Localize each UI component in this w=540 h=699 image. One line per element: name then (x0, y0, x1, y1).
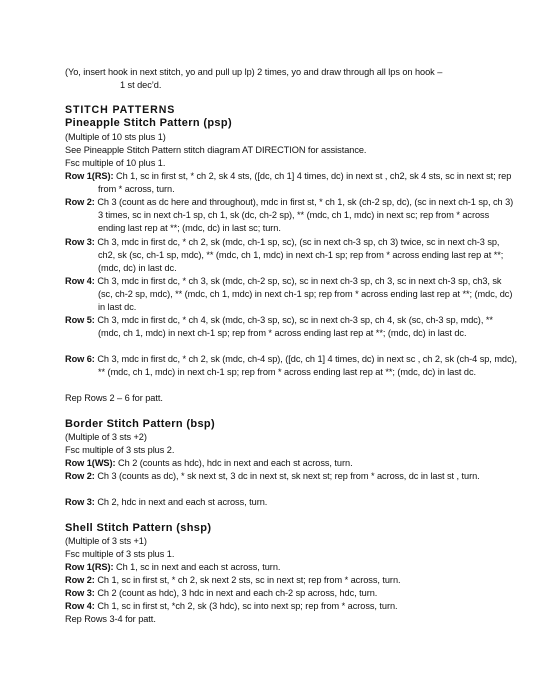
row-text: Ch 3, mdc in first dc, * ch 3, sk (mdc, ch-2 sp, sc), sc in next ch-3 sp, ch 3, sc in next ch-3 sp, ch3, sk (sc, ch-2 sp, mdc), ** (mdc, ch 1, mdc) in next ch-1 sp; rep from * across ending last rep at **; (mdc, dc) in last dc. (94, 276, 513, 313)
border-title: Border Stitch Pattern (bsp) (65, 418, 216, 430)
row-label: Row 3: (65, 497, 95, 507)
row-label: Row 3: (65, 588, 95, 598)
shell-repeat: Rep Rows 3-4 for patt. (65, 614, 156, 624)
row-label: Row 1(WS): (65, 458, 116, 468)
row-text: Ch 3, mdc in first dc, * ch 2, sk (mdc, ch-1 sp, sc), (sc in next ch-3 sp, ch 3) twice, sc in next ch-3 sp, ch2, sk (sc, ch-1 sp, mdc), ** (mdc, ch 1, mdc) in next ch-1 sp; rep from * across ending last rep at **; (mdc, dc) in last dc. (94, 237, 504, 274)
row-label: Row 4: (65, 276, 95, 286)
row-text: Ch 1, sc in first st, * ch 2, sk next 2 sts, sc in next st; rep from * across, turn. (94, 575, 401, 585)
pineapple-row-1 (65, 170, 518, 196)
row-text: Ch 3, mdc in first dc, * ch 2, sk (mdc, ch-4 sp), ([dc, ch 1] 4 times, dc) in next sc , ch 2, sk (ch-4 sp, mdc), ** (mdc, ch 1, mdc) in next ch-1 sp; rep from * across ending last rep at **; (mdc, dc) in last dc. (94, 354, 518, 378)
row-label: Row 2: (65, 471, 95, 481)
row-label: Row 1(RS): (65, 562, 114, 572)
pineapple-repeat: Rep Rows 2 – 6 for patt. (65, 393, 163, 403)
row-text: Ch 3, mdc in first dc, * ch 4, sk (mdc, ch-3 sp, sc), sc in next ch-3 sp, ch 4, sk (sc, ch-3 sp, mdc), ** (mdc, ch 1, mdc) in next ch-1 sp; rep from * across ending last rep at **; (mdc, dc) in last dc. (94, 315, 493, 339)
row-text: Ch 2 (counts as hdc), hdc in next and each st across, turn. (115, 458, 353, 468)
section-title: STITCH PATTERNS (65, 104, 176, 116)
pineapple-row-2 (65, 196, 518, 235)
border-fsc: Fsc multiple of 3 sts plus 2. (65, 445, 175, 455)
row-label: Row 5: (65, 315, 95, 325)
pineapple-multiple: (Multiple of 10 sts plus 1) (65, 132, 166, 142)
row-text: Ch 1, sc in first st, *ch 2, sk (3 hdc), sc into next sp; rep from * across, turn. (94, 601, 398, 611)
row-text: Ch 1, sc in next and each st across, turn. (113, 562, 281, 572)
pineapple-row-4 (65, 275, 518, 314)
shell-title: Shell Stitch Pattern (shsp) (65, 522, 212, 534)
row-label: Row 3: (65, 237, 95, 247)
intro-line: (Yo, insert hook in next stitch, yo and pull up lp) 2 times, yo and draw through all lps on hook – (65, 67, 443, 77)
pineapple-row-5 (65, 314, 518, 340)
shell-row-1 (65, 561, 518, 574)
pineapple-fsc: Fsc multiple of 10 plus 1. (65, 158, 166, 168)
row-text: Ch 3 (counts as dc), * sk next st, 3 dc in next st, sk next st; rep from * across, dc in last st , turn. (94, 471, 480, 481)
border-row-2 (65, 470, 518, 483)
shell-row-4 (65, 600, 518, 613)
shell-row-3 (65, 587, 518, 600)
pineapple-row-6 (65, 353, 518, 379)
pineapple-see-note: See Pineapple Stitch Pattern stitch diagram AT DIRECTION for assistance. (65, 145, 367, 155)
row-text: Ch 2, hdc in next and each st across, turn. (94, 497, 268, 507)
intro-line-continued: 1 st dec’d. (120, 80, 162, 90)
pineapple-title: Pineapple Stitch Pattern (psp) (65, 117, 232, 129)
border-multiple: (Multiple of 3 sts +2) (65, 432, 147, 442)
row-label: Row 2: (65, 575, 95, 585)
row-label: Row 4: (65, 601, 95, 611)
border-row-3 (65, 496, 518, 509)
row-text: Ch 2 (count as hdc), 3 hdc in next and each ch-2 sp across, hdc, turn. (94, 588, 378, 598)
row-text: Ch 1, sc in first st, * ch 2, sk 4 sts, ([dc, ch 1] 4 times, dc) in next st , ch2, sk 4 sts, sc in next st; rep from * across, turn. (98, 171, 512, 195)
shell-multiple: (Multiple of 3 sts +1) (65, 536, 147, 546)
border-row-1 (65, 457, 518, 470)
row-text: Ch 3 (count as dc here and throughout), mdc in first st, * ch 1, sk (ch-2 sp, dc), (sc in next ch-1 sp, ch 3) 3 times, sc in next ch-1 sp, ch 1, sk (dc, ch-2 sp), ** (mdc, ch 1, mdc) in next sc; rep from * across ending last rep at **; (mdc, dc) in last sc; turn. (94, 197, 514, 234)
pineapple-row-3 (65, 236, 518, 275)
row-label: Row 6: (65, 354, 95, 364)
shell-fsc: Fsc multiple of 3 sts plus 1. (65, 549, 175, 559)
row-label: Row 2: (65, 197, 95, 207)
row-label: Row 1(RS): (65, 171, 114, 181)
shell-row-2 (65, 574, 518, 587)
